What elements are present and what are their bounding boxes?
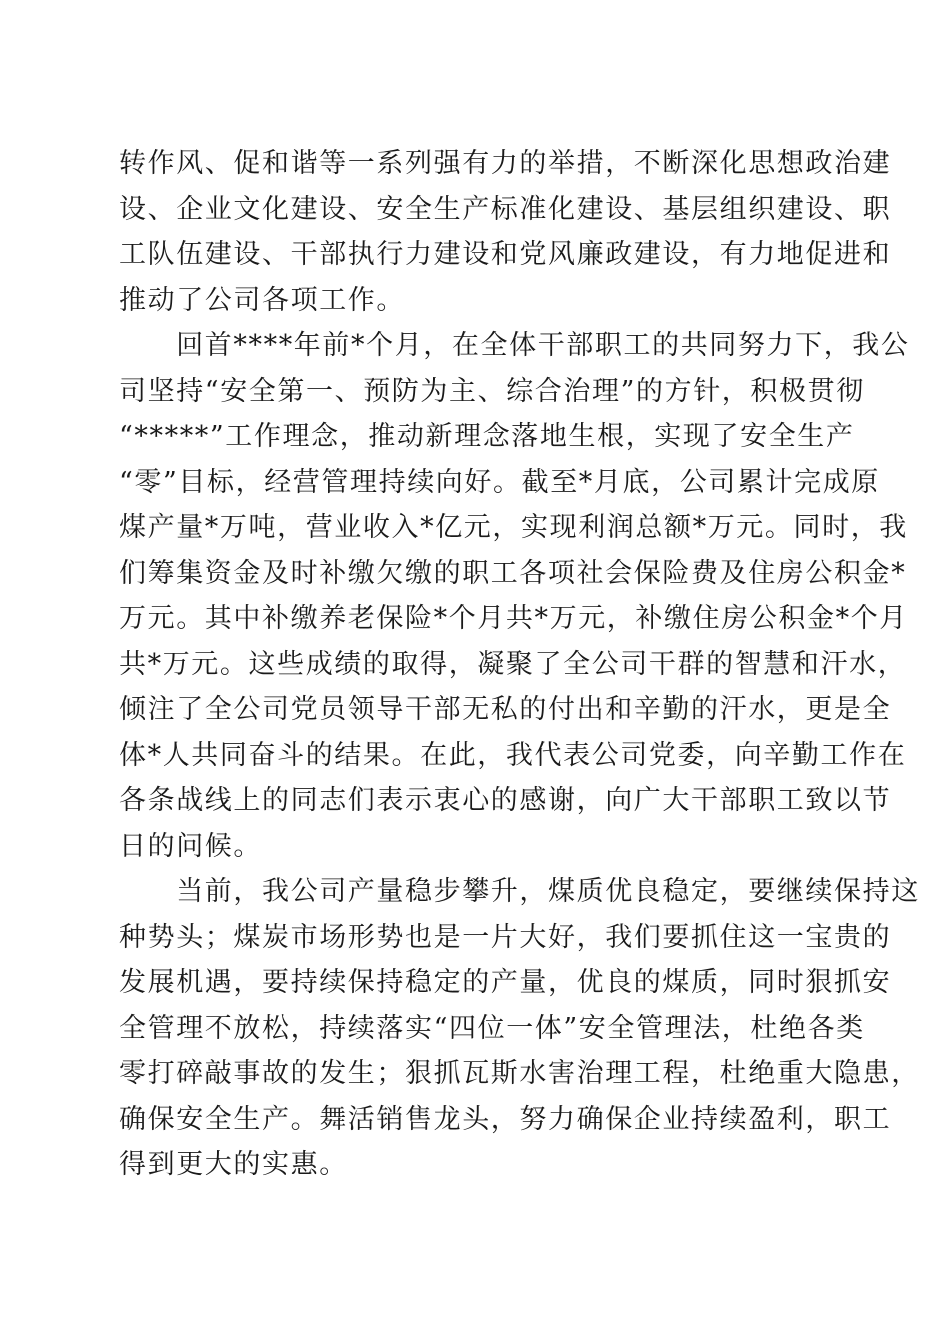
text-line: 共*万元。这些成绩的取得，凝聚了全公司干群的智慧和汗水，: [119, 648, 907, 680]
text-line: 得到更大的实惠。: [119, 1149, 348, 1180]
text-line: 种势头；煤炭市场形势也是一片大好，我们要抓住这一宝贵的: [119, 921, 892, 953]
paragraph-2: [119, 323, 910, 869]
text-line: 推动了公司各项工作。: [119, 284, 405, 316]
text-line: 设、企业文化建设、安全生产标准化建设、基层组织建设、职: [119, 193, 892, 225]
paragraph-3: [119, 869, 920, 1188]
text-line: 回首****年前*个月，在全体干部职工的共同努力下，我公: [119, 330, 910, 361]
text-line: 煤产量*万吨，营业收入*亿元，实现利润总额*万元。同时，我: [119, 512, 908, 543]
text-line: 万元。其中补缴养老保险*个月共*万元，补缴住房公积金*个月: [119, 603, 908, 634]
body-text: [119, 141, 920, 1188]
text-line: 各条战线上的同志们表示衷心的感谢，向广大干部职工致以节: [119, 785, 892, 816]
text-line: 确保安全生产。舞活销售龙头，努力确保企业持续盈利，职工: [119, 1103, 892, 1135]
text-line: “零”目标，经营管理持续向好。截至*月底，公司累计完成原: [119, 466, 880, 498]
paragraph-1: [119, 141, 892, 323]
text-line: 们筹集资金及时补缴欠缴的职工各项社会保险费及住房公积金*: [119, 557, 907, 589]
text-line: “*****”工作理念，推动新理念落地生根，实现了安全生产: [119, 421, 855, 452]
text-line: 体*人共同奋斗的结果。在此，我代表公司党委，向辛勤工作在: [119, 739, 907, 771]
text-line: 全管理不放松，持续落实“四位一体”安全管理法，杜绝各类: [119, 1012, 865, 1044]
text-line: 倾注了全公司党员领导干部无私的付出和辛勤的汗水，更是全: [119, 694, 892, 725]
text-line: 当前，我公司产量稳步攀升，煤质优良稳定，要继续保持这: [119, 876, 920, 907]
text-line: 转作风、促和谐等一系列强有力的举措，不断深化思想政治建: [119, 148, 892, 179]
text-line: 发展机遇，要持续保持稳定的产量，优良的煤质，同时狠抓安: [119, 967, 892, 998]
text-line: 零打碎敲事故的发生；狠抓瓦斯水害治理工程，杜绝重大隐患，: [119, 1058, 920, 1089]
text-line: 日的问候。: [119, 830, 262, 862]
text-line: 司坚持“安全第一、预防为主、综合治理”的方针，积极贯彻: [119, 375, 865, 407]
text-line: 工队伍建设、干部执行力建设和党风廉政建设，有力地促进和: [119, 239, 892, 270]
